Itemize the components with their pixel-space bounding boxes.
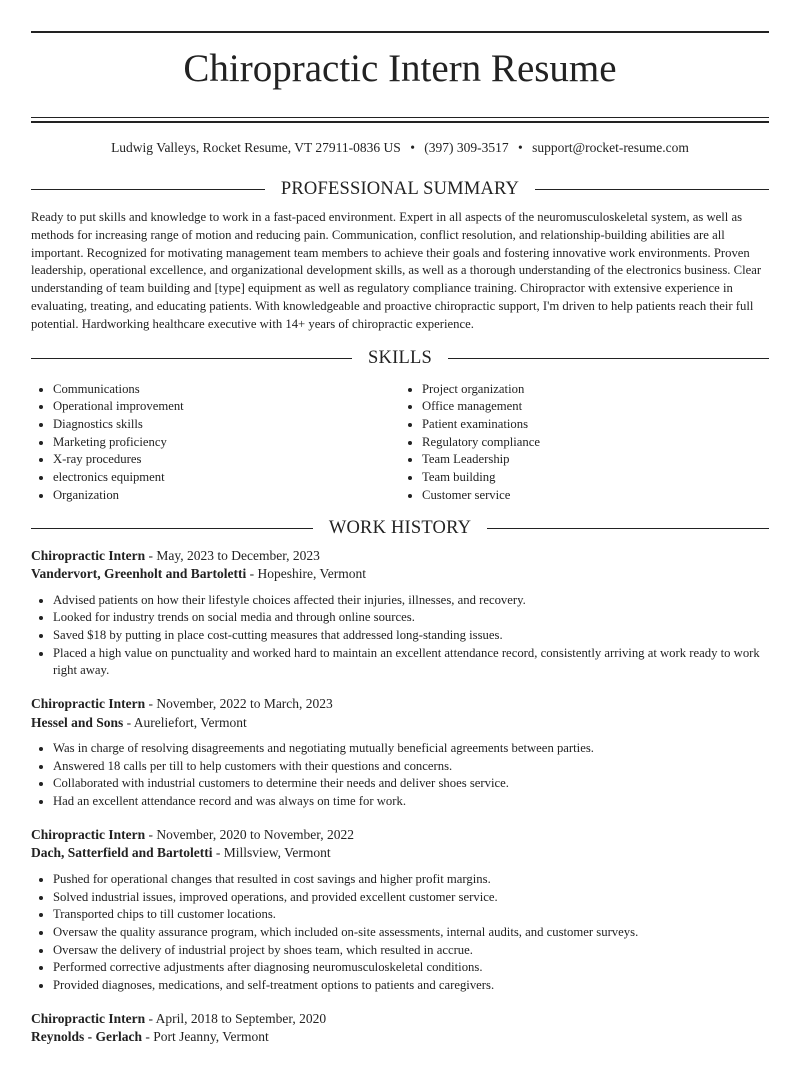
heading-rule-right <box>448 358 769 359</box>
contact-phone: (397) 309-3517 <box>424 140 509 155</box>
skill-item: • Operational improvement <box>53 398 400 416</box>
section-title-work: WORK HISTORY <box>328 518 472 538</box>
job-bullet: • Performed corrective adjustments after diagnosing neuromusculoskeletal conditions. <box>53 959 769 977</box>
title-double-rule <box>31 117 769 123</box>
skill-item: • Project organization <box>422 381 769 399</box>
job-bullet: • Saved $18 by putting in place cost-cutting measures that addressed long-standing issues. <box>53 627 769 645</box>
job-company: Vandervort, Greenholt and Bartoletti <box>31 566 247 581</box>
skill-item: • Regulatory compliance <box>422 434 769 452</box>
skill-item: • Customer service <box>422 487 769 505</box>
job-bullet: • Pushed for operational changes that resulted in cost savings and higher profit margins. <box>53 871 769 889</box>
job-title: Chiropractic Intern <box>31 826 146 842</box>
job-bullet: • Was in charge of resolving disagreements and negotiating mutually beneficial agreements between parties. <box>53 740 769 758</box>
job-title-line: Chiropractic Intern - November, 2022 to March, 2023 <box>31 696 333 712</box>
contact-separator: • <box>518 140 523 155</box>
job-company-line: Dach, Satterfield and Bartoletti - Millsview, Vermont <box>31 845 331 861</box>
section-heading-summary <box>31 177 769 201</box>
job-bullets <box>31 871 769 995</box>
job-bullet: • Had an excellent attendance record and was always on time for work. <box>53 793 769 811</box>
job-bullet: • Answered 18 calls per till to help customers with their questions and concerns. <box>53 758 769 776</box>
section-heading-work <box>31 517 769 541</box>
skill-item: • Marketing proficiency <box>53 434 400 452</box>
skill-item: • Diagnostics skills <box>53 416 400 434</box>
job-company: Reynolds - Gerlach <box>31 1029 142 1045</box>
job-location: Hopeshire, Vermont <box>257 566 366 581</box>
job-bullet: • Provided diagnoses, medications, and self-treatment options to patients and caregivers. <box>53 977 769 995</box>
skill-item: • Team building <box>422 469 769 487</box>
skill-item: • Patient examinations <box>422 416 769 434</box>
job-location: Millsview, Vermont <box>223 845 331 861</box>
job-bullet: • Looked for industry trends on social media and through online sources. <box>53 609 769 627</box>
job-company-line: Vandervort, Greenholt and Bartoletti - Hopeshire, Vermont <box>31 566 366 581</box>
job-entry <box>31 1010 769 1047</box>
job-company: Dach, Satterfield and Bartoletti <box>31 845 213 861</box>
heading-rule-left <box>31 189 265 190</box>
job-title-line: Chiropractic Intern - November, 2020 to November, 2022 <box>31 826 355 842</box>
job-title-line: Chiropractic Intern - May, 2023 to December, 2023 <box>31 547 320 563</box>
work-history-list <box>31 547 769 1047</box>
heading-rule-right <box>535 189 769 190</box>
job-entry <box>31 547 769 681</box>
skill-item: • Organization <box>53 487 400 505</box>
job-bullet: • Collaborated with industrial customers to determine their needs and deliver shoes service. <box>53 775 769 793</box>
contact-address: Ludwig Valleys, Rocket Resume, VT 27911-0836 US <box>111 140 401 155</box>
skills-list-left <box>31 381 400 505</box>
skill-item: • electronics equipment <box>53 469 400 487</box>
heading-rule-right <box>487 528 769 529</box>
resume-page <box>0 31 800 1047</box>
job-bullet: • Transported chips to till customer locations. <box>53 906 769 924</box>
job-title: Chiropractic Intern <box>31 696 146 712</box>
contact-separator: • <box>410 140 415 155</box>
job-bullet: • Solved industrial issues, improved operations, and provided excellent customer service. <box>53 889 769 907</box>
skill-item: • Team Leadership <box>422 451 769 469</box>
job-company-line: Reynolds - Gerlach - Port Jeanny, Vermont <box>31 1029 269 1045</box>
section-heading-skills <box>31 347 769 371</box>
job-dates: May, 2023 to December, 2023 <box>156 547 320 563</box>
job-location: Port Jeanny, Vermont <box>153 1029 269 1045</box>
job-bullets <box>31 592 769 681</box>
heading-rule-left <box>31 528 313 529</box>
skills-list-right <box>400 381 769 505</box>
job-bullet: • Advised patients on how their lifestyle choices affected their injuries, illnesses, and recovery. <box>53 592 769 610</box>
job-dates: April, 2018 to September, 2020 <box>155 1010 327 1026</box>
skill-item: • Office management <box>422 398 769 416</box>
contact-line <box>31 139 769 157</box>
job-title-line: Chiropractic Intern - April, 2018 to September, 2020 <box>31 1010 327 1026</box>
job-title: Chiropractic Intern <box>31 1010 146 1026</box>
job-company: Hessel and Sons <box>31 714 124 730</box>
job-bullet: • Oversaw the delivery of industrial project by shoes team, which resulted in accrue. <box>53 942 769 960</box>
job-bullet: • Oversaw the quality assurance program, which included on-site assessments, internal audits, and customer surveys. <box>53 924 769 942</box>
job-dates: November, 2020 to November, 2022 <box>156 826 355 842</box>
contact-email: support@rocket-resume.com <box>532 140 689 155</box>
job-bullet: • Placed a high value on punctuality and worked hard to maintain an excellent attendance record, consistently arriving at work ready to work right away. <box>53 645 769 680</box>
job-title: Chiropractic Intern <box>31 547 146 563</box>
job-company-line: Hessel and Sons - Aureliefort, Vermont <box>31 714 247 730</box>
skills-columns <box>31 381 769 505</box>
skill-item: • X-ray procedures <box>53 451 400 469</box>
section-title-skills: SKILLS <box>368 348 432 369</box>
summary-paragraph: Ready to put skills and knowledge to work in a fast-paced environment. Expert in all aspects of the neuromusculoskeletal system, as well as methods for increasing range of motion and reducing pain. Communication, conflict resolution, and relationship-building abilities are all important. Recognized for motivating management team members to achieve their goals and fostering innovative work environments. Proven leadership, operational excellence, and organizational development skills, as well as a thorough understanding of the electronics business. Clear understanding of team building and [type] equipment as well as regulatory compliance training. Chiropractor with extensive experience in evaluating, treating, and educating patients. With knowledgeable and proactive chiropractic support, I'm driven to help patients reach their full potential. Hardworking healthcare executive with 14+ years of chiropractic experience. <box>31 210 762 331</box>
section-title-summary: PROFESSIONAL SUMMARY <box>280 178 520 199</box>
job-location: Aureliefort, Vermont <box>133 714 247 730</box>
job-entry <box>31 695 769 811</box>
job-entry <box>31 826 769 995</box>
page-title: Chiropractic Intern Resume <box>183 47 617 90</box>
heading-rule-left <box>31 358 352 359</box>
job-dates: November, 2022 to March, 2023 <box>156 696 333 712</box>
skill-item: • Communications <box>53 381 400 399</box>
job-bullets <box>31 740 769 811</box>
